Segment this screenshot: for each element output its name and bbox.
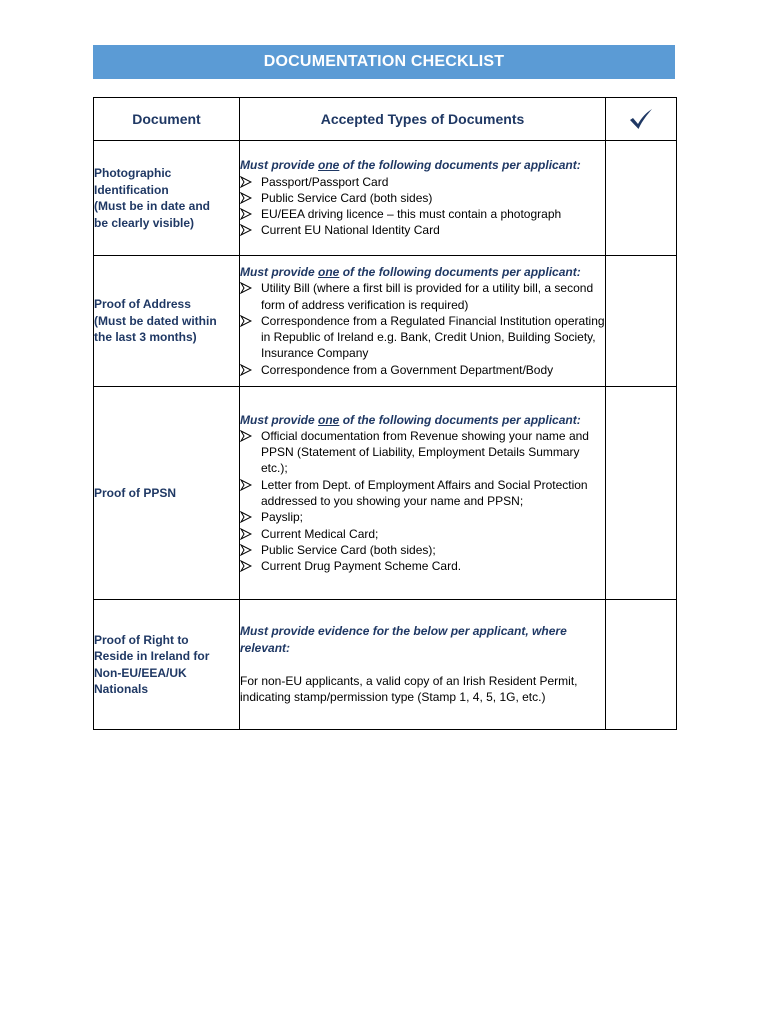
checkbox-cell[interactable]: [606, 256, 677, 387]
arrowhead-bullet-icon: [240, 560, 252, 572]
arrowhead-bullet-icon: [240, 208, 252, 220]
arrowhead-bullet-icon: [240, 430, 252, 442]
table-row: [94, 600, 677, 730]
doc-label-line: Identification: [94, 182, 169, 197]
checkbox-cell[interactable]: [606, 600, 677, 730]
accepted-list: [240, 428, 605, 575]
table-row: [94, 387, 677, 600]
doc-cell-address: [94, 256, 240, 387]
list-item: Current EU National Identity Card: [240, 222, 605, 238]
accepted-list: [240, 280, 605, 378]
arrowhead-bullet-icon: [240, 528, 252, 540]
doc-label-line: Non-EU/EEA/UK: [94, 665, 187, 680]
doc-label-line: Proof of Right to: [94, 632, 189, 647]
types-cell-photo-id: [240, 141, 606, 256]
table-header-row: [94, 98, 677, 141]
list-item: Correspondence from a Regulated Financial Institution operating in Republic of Ireland e.g. Bank, Credit Union, Building Society, Insurance Company: [240, 313, 605, 362]
checklist-title: DOCUMENTATION CHECKLIST: [263, 53, 505, 70]
list-item: Public Service Card (both sides);: [240, 542, 605, 558]
types-cell-right-to-reside: [240, 600, 606, 730]
table-row: [94, 141, 677, 256]
checkbox-cell[interactable]: [606, 141, 677, 256]
header-document: Document: [94, 98, 240, 141]
list-item: Letter from Dept. of Employment Affairs and Social Protection addressed to you showing your name and PPSN;: [240, 477, 605, 510]
arrowhead-bullet-icon: [240, 192, 252, 204]
doc-cell-ppsn: [94, 387, 240, 600]
arrowhead-bullet-icon: [240, 544, 252, 556]
requirement-note: For non-EU applicants, a valid copy of an Irish Resident Permit, indicating stamp/permission type (Stamp 1, 4, 5, 1G, etc.): [240, 674, 578, 705]
types-cell-ppsn: [240, 387, 606, 600]
doc-label-line: Proof of Address: [94, 297, 191, 312]
checklist-title-banner: [93, 45, 675, 79]
requirement-lead: Must provide one of the following documents per applicant:: [240, 158, 581, 173]
arrowhead-bullet-icon: [240, 315, 252, 327]
doc-label-line: (Must be in date and: [94, 199, 211, 213]
doc-label-line: Proof of PPSN: [94, 485, 177, 500]
arrowhead-bullet-icon: [240, 224, 252, 236]
list-item: Passport/Passport Card: [240, 174, 605, 190]
doc-cell-photo-id: [94, 141, 240, 256]
checkmark-icon: [628, 108, 654, 130]
list-item: Public Service Card (both sides): [240, 190, 605, 206]
list-item: Correspondence from a Government Department/Body: [240, 362, 605, 378]
list-item: EU/EEA driving licence – this must contain a photograph: [240, 206, 605, 222]
table-row: [94, 256, 677, 387]
list-item: Current Drug Payment Scheme Card.: [240, 558, 605, 574]
requirement-lead: Must provide one of the following documents per applicant:: [240, 412, 581, 427]
doc-label-line: Nationals: [94, 682, 149, 696]
doc-label-line: the last 3 months): [94, 330, 197, 345]
doc-label-line: Reside in Ireland for: [94, 649, 210, 663]
list-item: Payslip;: [240, 509, 605, 525]
accepted-list: [240, 174, 605, 239]
header-tick: [606, 98, 677, 141]
header-accepted-types: Accepted Types of Documents: [240, 98, 606, 141]
requirement-lead: Must provide evidence for the below per applicant, where relevant:: [240, 624, 567, 655]
documentation-checklist-table: [93, 97, 677, 730]
checkbox-cell[interactable]: [606, 387, 677, 600]
doc-label-line: (Must be dated within: [94, 313, 217, 328]
arrowhead-bullet-icon: [240, 479, 252, 491]
arrowhead-bullet-icon: [240, 364, 252, 376]
doc-label-line: Photographic: [94, 166, 172, 180]
doc-label-line: be clearly visible): [94, 215, 195, 230]
arrowhead-bullet-icon: [240, 511, 252, 523]
types-cell-address: [240, 256, 606, 387]
arrowhead-bullet-icon: [240, 282, 252, 294]
arrowhead-bullet-icon: [240, 176, 252, 188]
list-item: Official documentation from Revenue showing your name and PPSN (Statement of Liability, Employment Details Summary etc.);: [240, 428, 605, 477]
requirement-lead: Must provide one of the following documents per applicant:: [240, 264, 581, 279]
list-item: Utility Bill (where a first bill is provided for a utility bill, a second form of address verification is required): [240, 280, 605, 313]
list-item: Current Medical Card;: [240, 526, 605, 542]
doc-cell-right-to-reside: [94, 600, 240, 730]
